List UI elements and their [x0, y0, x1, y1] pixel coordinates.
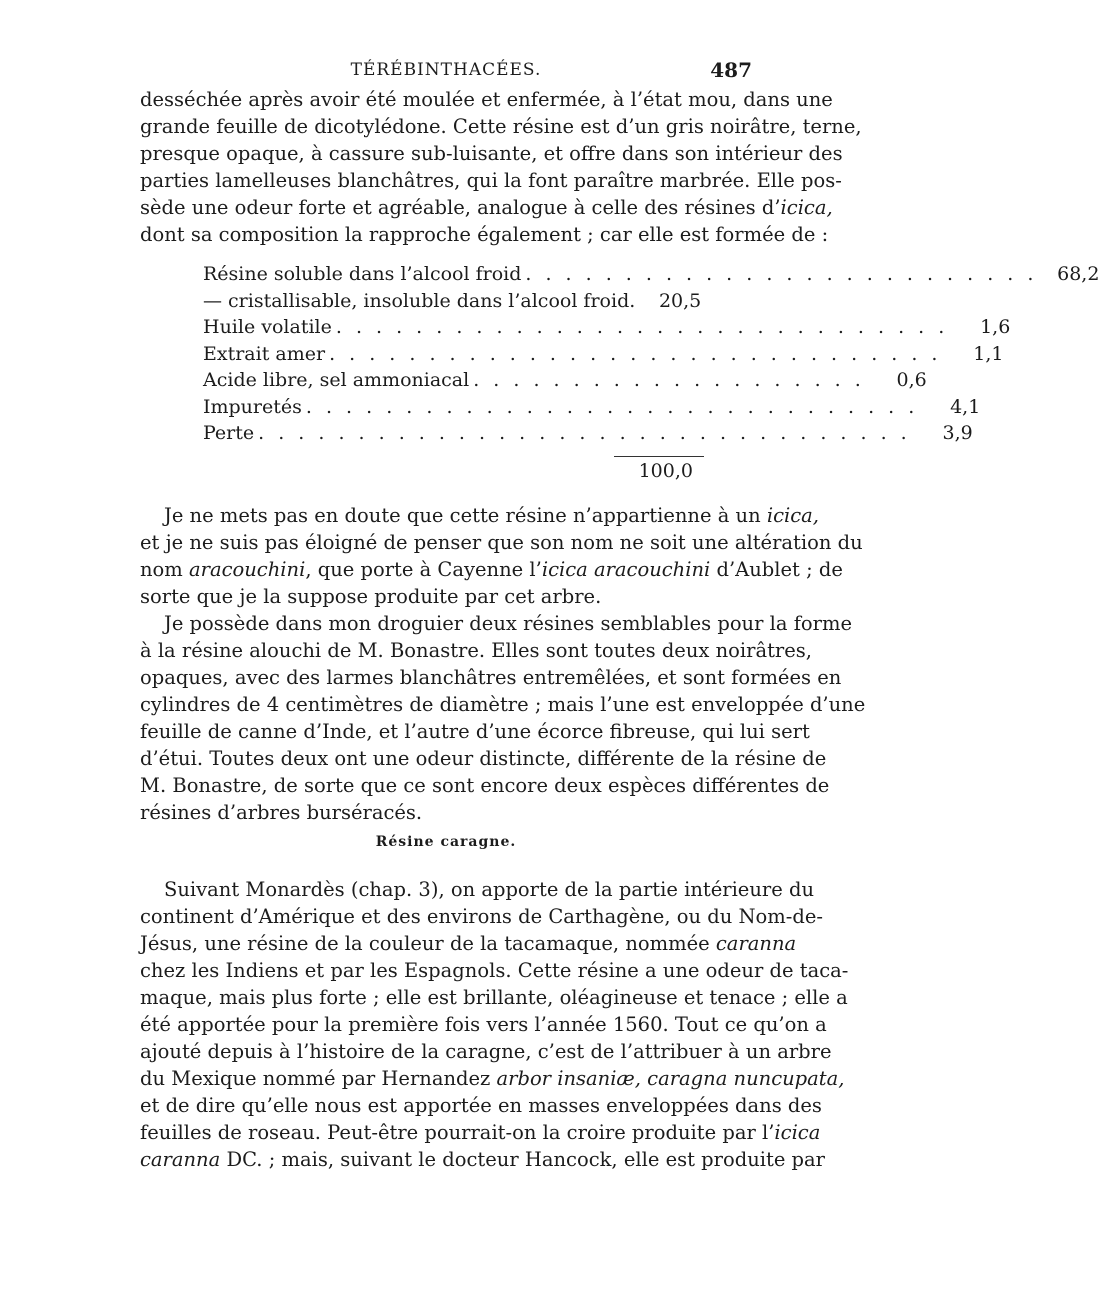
text-line: feuilles de roseau. Peut-être pourrait-on la croire produite par l’icica	[140, 1121, 821, 1144]
composition-row: Extrait amer . . . . . . . . . . . . . . . . . . . . . . . . . . . . . . . 1,1	[203, 342, 1004, 365]
composition-row: Perte . . . . . . . . . . . . . . . . . . . . . . . . . . . . . . . . . 3,9	[203, 422, 973, 444]
paragraph-3	[140, 610, 866, 826]
page-number: 487	[710, 58, 752, 82]
text-line: parties lamelleuses blanchâtres, qui la font paraître marbrée. Elle pos-	[140, 169, 842, 192]
text-line: dont sa composition la rapproche également ; car elle est formée de :	[140, 223, 829, 246]
text-line: continent d’Amérique et des environs de Carthagène, ou du Nom-de-	[140, 905, 823, 928]
text-line: et de dire qu’elle nous est apportée en masses enveloppées dans des	[140, 1094, 822, 1117]
paragraph-4	[140, 876, 849, 1173]
text-line: M. Bonastre, de sorte que ce sont encore deux espèces différentes de	[140, 774, 830, 797]
text-line: été apportée pour la première fois vers l’année 1560. Tout ce qu’on a	[140, 1013, 827, 1036]
text-line: desséchée après avoir été moulée et enfermée, à l’état mou, dans une	[140, 88, 833, 111]
text-line: grande feuille de dicotylédone. Cette résine est d’un gris noirâtre, terne,	[140, 115, 862, 138]
text-line: Suivant Monardès (chap. 3), on apporte de la partie intérieure du	[164, 878, 815, 901]
text-line: et je ne suis pas éloigné de penser que son nom ne soit une altération du	[140, 531, 863, 554]
italic-term: icica,	[780, 196, 833, 219]
text-line: feuille de canne d’Inde, et l’autre d’une écorce fibreuse, qui lui sert	[140, 720, 810, 743]
composition-row: Résine soluble dans l’alcool froid . . . . . . . . . . . . . . . . . . . . . . . . . . 68,2	[203, 263, 1099, 285]
text-line: chez les Indiens et par les Espagnols. Cette résine a une odeur de taca-	[140, 959, 849, 982]
text-line: sorte que je la suppose produite par cet arbre.	[140, 585, 602, 608]
total-rule	[614, 456, 704, 457]
text-line: opaques, avec des larmes blanchâtres entremêlées, et sont formées en	[140, 666, 842, 689]
paragraph-2	[140, 502, 863, 610]
composition-table	[203, 261, 1099, 447]
composition-row: — cristallisable, insoluble dans l’alcool froid. 20,5	[203, 289, 702, 312]
text-line: à la résine alouchi de M. Bonastre. Elles sont toutes deux noirâtres,	[140, 639, 812, 662]
text-line: nom aracouchini, que porte à Cayenne l’icica aracouchini d’Aublet ; de	[140, 558, 843, 581]
composition-row: Huile volatile . . . . . . . . . . . . . . . . . . . . . . . . . . . . . . . 1,6	[203, 316, 1011, 338]
section-heading: Résine caragne.	[375, 834, 517, 850]
running-title: TÉRÉBINTHACÉES.	[350, 60, 542, 80]
text-line: ajouté depuis à l’histoire de la caragne, c’est de l’attribuer à un arbre	[140, 1040, 832, 1063]
text-line: sède une odeur forte et agréable, analogue à celle des résines d’icica,	[140, 196, 833, 219]
composition-total: 100,0	[638, 460, 693, 482]
composition-row: Acide libre, sel ammoniacal . . . . . . . . . . . . . . . . . . . . 0,6	[203, 369, 927, 391]
text-line: du Mexique nommé par Hernandez arbor insaniæ, caragna nuncupata,	[140, 1067, 845, 1090]
text-line: Je ne mets pas en doute que cette résine n’appartienne à un icica,	[164, 504, 819, 527]
running-head	[140, 58, 752, 84]
text-line: d’étui. Toutes deux ont une odeur distincte, différente de la résine de	[140, 747, 827, 770]
paragraph-1	[140, 86, 862, 248]
text-line: résines d’arbres burséracés.	[140, 801, 423, 824]
composition-row: Impuretés . . . . . . . . . . . . . . . . . . . . . . . . . . . . . . . 4,1	[203, 395, 981, 418]
text-line: presque opaque, à cassure sub-luisante, et offre dans son intérieur des	[140, 142, 843, 165]
text-line: caranna DC. ; mais, suivant le docteur Hancock, elle est produite par	[140, 1148, 825, 1171]
text-line: maque, mais plus forte ; elle est brillante, oléagineuse et tenace ; elle a	[140, 986, 848, 1009]
text-line: Je possède dans mon droguier deux résines semblables pour la forme	[164, 612, 853, 635]
text-line: cylindres de 4 centimètres de diamètre ; mais l’une est enveloppée d’une	[140, 693, 866, 716]
text-line: Jésus, une résine de la couleur de la tacamaque, nommée caranna	[140, 932, 797, 955]
